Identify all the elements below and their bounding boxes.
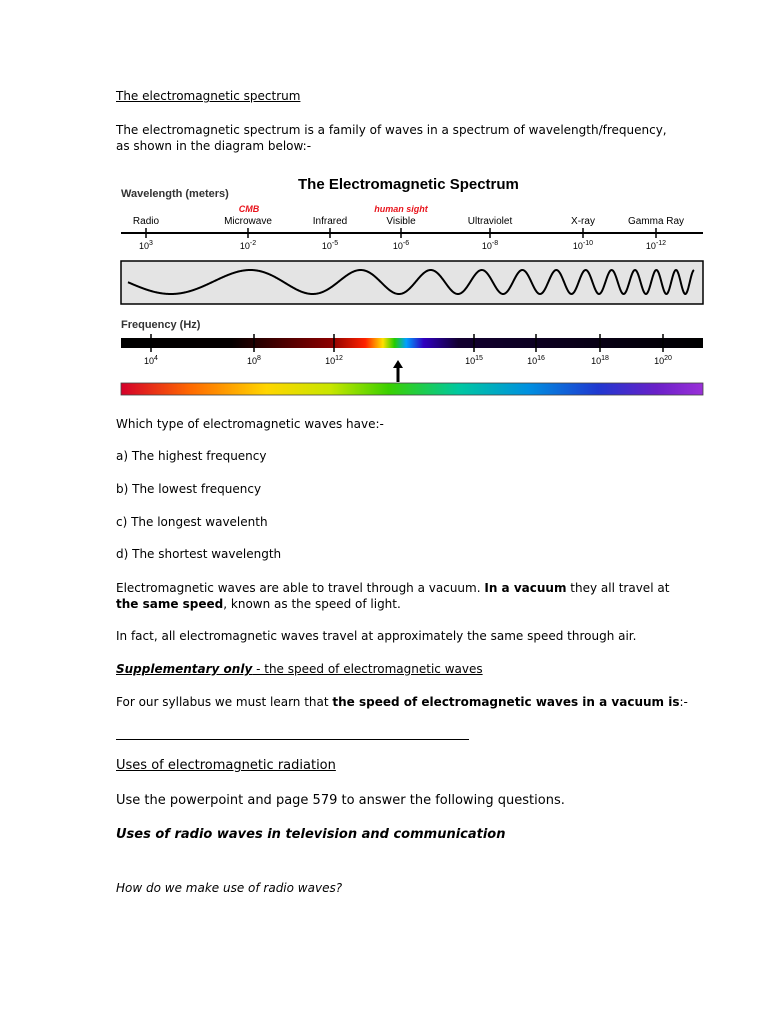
uses-instruction: Use the powerpoint and page 579 to answer the following questions. [116, 793, 565, 808]
radio-waves-question: How do we make use of radio waves? [116, 881, 343, 895]
wavelength-tick-label: $10^{-12}$ [645, 240, 667, 251]
frequency-tick-label: $10^{12}$ [325, 355, 343, 366]
band-label: Visible [386, 216, 416, 227]
diagram-title: The Electromagnetic Spectrum [298, 176, 519, 193]
uses-heading: Uses of electromagnetic radiation [116, 758, 336, 773]
wavelength-tick-label: $10^{-2}$ [239, 240, 257, 251]
rainbow-bar [121, 383, 703, 395]
frequency-tick-label: $10^8$ [247, 355, 261, 366]
vacuum-paragraph-line2: the same speed, known as the speed of light. [116, 597, 401, 611]
band-label: Ultraviolet [467, 216, 513, 227]
wavelength-tick-label: $10^{-6}$ [392, 240, 410, 251]
question-d: d) The shortest wavelength [116, 547, 282, 561]
intro-text-line1: The electromagnetic spectrum is a family of waves in a spectrum of wavelength/frequency, [116, 123, 667, 137]
band-label: Gamma Ray [627, 216, 685, 227]
question-a: a) The highest frequency [116, 449, 267, 463]
visible-arrow-icon [393, 360, 403, 382]
wave-box [121, 261, 703, 304]
syllabus-paragraph: For our syllabus we must learn that the speed of electromagnetic waves in a vacuum is:- [116, 695, 688, 709]
frequency-label: Frequency (Hz) [121, 319, 201, 331]
wavelength-tick-label: $10^{-5}$ [321, 240, 339, 251]
intro-text-line2: as shown in the diagram below:- [116, 139, 312, 153]
band-label: X-ray [571, 216, 595, 227]
frequency-tick-label: $10^4$ [144, 355, 158, 366]
frequency-tick-label: $10^{15}$ [465, 355, 483, 366]
same-speed-emphasis: the same speed [116, 597, 224, 611]
frequency-tick-label: $10^{20}$ [654, 355, 672, 366]
band-label: Radio [132, 216, 160, 227]
radio-waves-heading: Uses of radio waves in television and communication [116, 827, 506, 842]
frequency-tick-label: $10^{16}$ [527, 355, 545, 366]
page-title: The electromagnetic spectrum [116, 89, 301, 103]
band-labels [133, 216, 684, 227]
supplementary-heading: Supplementary only - the speed of electromagnetic waves [116, 662, 483, 676]
wavelength-tick-label: $10^3$ [139, 240, 153, 251]
wavelength-tick-label: $10^{-10}$ [572, 240, 594, 251]
frequency-bar [121, 338, 703, 348]
air-speed-paragraph: In fact, all electromagnetic waves travel at approximately the same speed through air. [116, 629, 637, 643]
question-intro: Which type of electromagnetic waves have:- [116, 417, 384, 431]
question-b: b) The lowest frequency [116, 482, 262, 496]
wavelength-label: Wavelength (meters) [121, 188, 229, 200]
band-label: Microwave [224, 216, 272, 227]
vacuum-paragraph-line1: Electromagnetic waves are able to travel through a vacuum. In a vacuum they all travel at [116, 581, 670, 595]
answer-line [116, 739, 469, 740]
frequency-tick-label: $10^{18}$ [591, 355, 609, 366]
band-label: Infrared [312, 216, 348, 227]
human-sight-annotation: human sight [374, 204, 428, 214]
in-a-vacuum-emphasis: In a vacuum [484, 581, 567, 595]
cmb-annotation: CMB [238, 204, 260, 214]
question-c: c) The longest wavelenth [116, 515, 268, 529]
wavelength-ticks [139, 228, 666, 251]
wavelength-tick-label: $10^{-8}$ [481, 240, 499, 251]
em-spectrum-diagram [116, 172, 708, 398]
